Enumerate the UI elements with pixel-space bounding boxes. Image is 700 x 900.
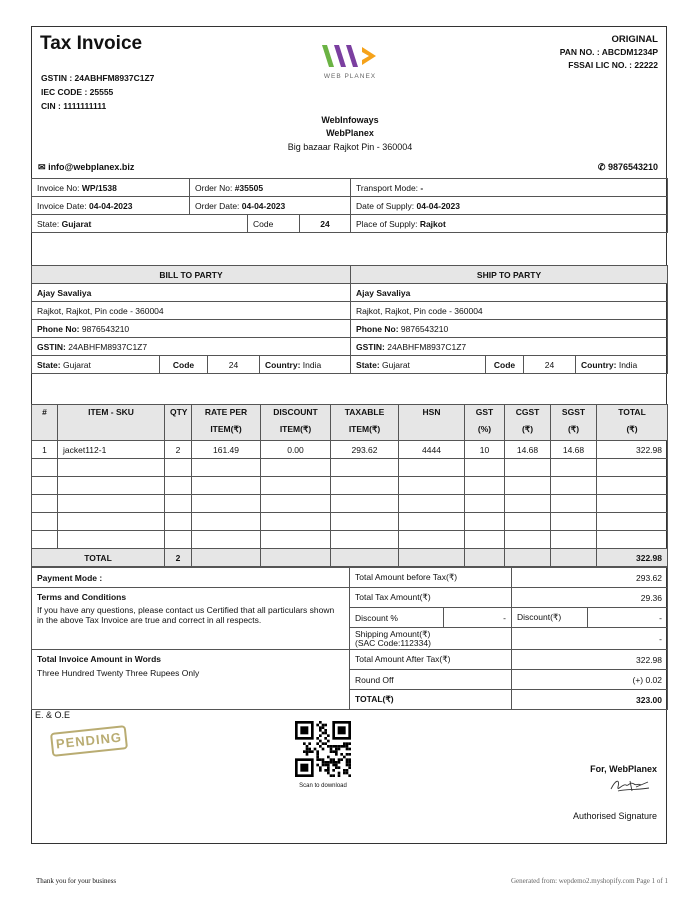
iec-code-text: IEC CODE : 25555	[41, 87, 114, 97]
table-cell	[551, 495, 597, 513]
amount-in-words: Three Hundred Twenty Three Rupees Only	[37, 668, 200, 678]
bill-phone: Phone No: 9876543210	[32, 320, 351, 338]
ship-name: Ajay Savaliya	[351, 284, 668, 302]
items-col-header: TAXABLE ITEM(₹)	[331, 405, 399, 441]
ship-country: Country: India	[576, 356, 668, 374]
place-of-supply-cell: Place of Supply: Rajkot	[351, 215, 668, 233]
table-cell	[505, 513, 551, 531]
items-total-qty: 2	[165, 549, 192, 567]
empty-table-row	[32, 477, 668, 495]
table-cell	[597, 513, 668, 531]
discount-amount-value: -	[588, 608, 668, 628]
table-row	[32, 441, 668, 459]
authorised-signature-label: Authorised Signature	[572, 811, 657, 821]
invoice-title: Tax Invoice	[40, 33, 143, 54]
table-cell	[261, 549, 331, 567]
items-col-header: HSN	[399, 405, 465, 441]
after-tax-value: 322.98	[512, 650, 668, 670]
table-cell	[32, 495, 58, 513]
ship-address: Rajkot, Rajkot, Pin code - 360004	[351, 302, 668, 320]
company-email[interactable]: ✉ info@webplanex.biz	[38, 162, 135, 172]
discount-percent-label: Discount %	[350, 608, 444, 628]
table-cell: 14.68	[505, 441, 551, 459]
table-cell	[597, 459, 668, 477]
table-cell	[331, 549, 399, 567]
table-cell	[551, 477, 597, 495]
footer-thank-you: Thank you for your business	[36, 877, 117, 885]
table-cell	[551, 531, 597, 549]
items-body	[32, 441, 668, 567]
table-cell	[331, 459, 399, 477]
terms-cell	[32, 588, 350, 650]
table-cell	[192, 513, 261, 531]
table-cell	[331, 531, 399, 549]
table-cell	[32, 459, 58, 477]
amount-in-words-cell	[32, 650, 350, 710]
ship-code-label: Code	[486, 356, 524, 374]
empty-table-row	[32, 459, 668, 477]
table-cell	[465, 495, 505, 513]
table-cell: 293.62	[331, 441, 399, 459]
table-cell	[331, 495, 399, 513]
table-cell	[597, 495, 668, 513]
table-cell	[399, 459, 465, 477]
eoe-text: E. & O.E	[35, 710, 71, 720]
table-cell	[58, 531, 165, 549]
grand-total-label: TOTAL(₹)	[350, 690, 512, 710]
table-cell	[261, 495, 331, 513]
tax-amount-value: 29.36	[512, 588, 668, 608]
bill-address: Rajkot, Rajkot, Pin code - 360004	[32, 302, 351, 320]
table-cell	[58, 459, 165, 477]
bill-code-label: Code	[160, 356, 208, 374]
table-cell	[505, 549, 551, 567]
bill-name: Ajay Savaliya	[32, 284, 351, 302]
table-cell	[32, 477, 58, 495]
company-name-line2: WebPlanex	[326, 128, 374, 138]
table-cell: 322.98	[597, 441, 668, 459]
table-cell	[165, 477, 192, 495]
table-cell	[399, 495, 465, 513]
terms-text-line2: in the above Tax Invoice are true and correct in all respects.	[37, 615, 262, 625]
items-header-row	[32, 405, 668, 441]
supply-date-cell: Date of Supply: 04-04-2023	[351, 197, 668, 215]
state-cell: State: Gujarat	[32, 215, 248, 233]
qr-code[interactable]	[295, 721, 351, 777]
gstin-text: GSTIN : 24ABHFM8937C1Z7	[41, 73, 155, 83]
table-cell	[165, 531, 192, 549]
company-phone: ✆ 9876543210	[597, 162, 658, 172]
empty-table-row	[32, 531, 668, 549]
table-cell: jacket112-1	[58, 441, 165, 459]
svg-text:WEB PLANEX: WEB PLANEX	[323, 73, 377, 80]
table-cell	[551, 513, 597, 531]
table-cell	[505, 495, 551, 513]
ship-code-value: 24	[524, 356, 576, 374]
fssai-number: FSSAI LIC NO. : 22222	[568, 60, 658, 70]
before-tax-value: 293.62	[512, 568, 668, 588]
ship-to-heading: SHIP TO PARTY	[351, 266, 668, 284]
table-cell	[192, 477, 261, 495]
table-cell: 4444	[399, 441, 465, 459]
ship-state: State: Gujarat	[351, 356, 486, 374]
table-cell: 161.49	[192, 441, 261, 459]
table-cell	[505, 477, 551, 495]
pending-stamp: PENDING	[50, 725, 128, 757]
items-col-header: SGST (₹)	[551, 405, 597, 441]
footer-generated: Generated from: wepdemo2.myshopify.com Page 1 of 1	[510, 877, 668, 885]
tax-amount-label: Total Tax Amount(₹)	[350, 588, 512, 608]
code-label-cell: Code	[248, 215, 300, 233]
order-date-cell: Order Date: 04-04-2023	[190, 197, 351, 215]
table-cell	[551, 459, 597, 477]
envelope-icon: ✉	[38, 162, 46, 172]
table-cell	[165, 513, 192, 531]
table-cell	[32, 531, 58, 549]
ship-gstin: GSTIN: 24ABHFM8937C1Z7	[351, 338, 668, 356]
table-cell	[32, 513, 58, 531]
scan-to-download-text: Scan to download	[299, 783, 347, 789]
table-cell: 2	[165, 441, 192, 459]
table-cell	[331, 513, 399, 531]
order-number-cell: Order No: #35505	[190, 179, 351, 197]
table-cell: 1	[32, 441, 58, 459]
terms-title: Terms and Conditions	[37, 592, 127, 602]
table-cell	[165, 495, 192, 513]
table-cell	[192, 531, 261, 549]
after-tax-label: Total Amount After Tax(₹)	[350, 650, 512, 670]
table-cell	[331, 477, 399, 495]
table-cell	[597, 477, 668, 495]
signature-image	[608, 777, 652, 797]
shipping-label: Shipping Amount(₹) (SAC Code:112334)	[350, 628, 512, 650]
items-col-header: GST (%)	[465, 405, 505, 441]
table-cell	[399, 531, 465, 549]
bill-country: Country: India	[260, 356, 351, 374]
bill-gstin: GSTIN: 24ABHFM8937C1Z7	[32, 338, 351, 356]
items-col-header: DISCOUNT ITEM(₹)	[261, 405, 331, 441]
shipping-value: -	[512, 628, 668, 650]
phone-icon: ✆	[597, 162, 606, 172]
invoice-date-cell: Invoice Date: 04-04-2023	[32, 197, 190, 215]
invoice-number-cell: Invoice No: WP/1538	[32, 179, 190, 197]
payment-mode-cell: Payment Mode :	[32, 568, 350, 588]
round-off-label: Round Off	[350, 670, 512, 690]
table-cell: 14.68	[551, 441, 597, 459]
table-cell	[465, 531, 505, 549]
table-cell	[399, 549, 465, 567]
table-cell	[399, 513, 465, 531]
company-name-line1: WebInfoways	[321, 115, 379, 125]
table-cell	[465, 513, 505, 531]
table-cell	[261, 531, 331, 549]
table-cell	[192, 495, 261, 513]
round-off-value: (+) 0.02	[512, 670, 668, 690]
table-cell	[399, 477, 465, 495]
table-cell	[551, 549, 597, 567]
empty-table-row	[32, 495, 668, 513]
for-company-text: For, WebPlanex	[590, 764, 657, 774]
items-total-amount: 322.98	[597, 549, 668, 567]
items-total-label: TOTAL	[32, 549, 165, 567]
table-cell	[261, 477, 331, 495]
summary-section	[31, 567, 667, 710]
items-total-row	[32, 549, 668, 567]
ship-phone: Phone No: 9876543210	[351, 320, 668, 338]
table-cell	[58, 513, 165, 531]
table-cell	[465, 477, 505, 495]
invoice-page	[31, 26, 667, 844]
table-cell: 0.00	[261, 441, 331, 459]
transport-mode-cell: Transport Mode: -	[351, 179, 668, 197]
bill-code-value: 24	[208, 356, 260, 374]
discount-percent-value: -	[444, 608, 512, 628]
items-col-header: ITEM - SKU	[58, 405, 165, 441]
invoice-meta-table	[31, 178, 667, 233]
words-title: Total Invoice Amount in Words	[37, 654, 162, 664]
copy-type-label: ORIGINAL	[611, 34, 658, 45]
pan-number: PAN NO. : ABCDM1234P	[559, 47, 658, 57]
bill-to-heading: BILL TO PARTY	[32, 266, 351, 284]
items-col-header: RATE PER ITEM(₹)	[192, 405, 261, 441]
table-cell	[192, 459, 261, 477]
terms-text-line1: If you have any questions, please contact us Certified that all particulars shown	[37, 605, 335, 615]
table-cell	[505, 459, 551, 477]
table-cell	[261, 459, 331, 477]
table-cell	[597, 531, 668, 549]
discount-amount-label: Discount(₹)	[512, 608, 588, 628]
items-col-header: TOTAL (₹)	[597, 405, 668, 441]
items-col-header: #	[32, 405, 58, 441]
empty-table-row	[32, 513, 668, 531]
bill-state: State: Gujarat	[32, 356, 160, 374]
table-cell	[58, 495, 165, 513]
code-value-cell: 24	[300, 215, 351, 233]
table-cell: 10	[465, 441, 505, 459]
grand-total-value: 323.00	[512, 690, 668, 710]
cin-text: CIN : 1111111111	[41, 101, 107, 111]
items-col-header: QTY	[165, 405, 192, 441]
table-cell	[58, 477, 165, 495]
party-table	[31, 265, 667, 374]
table-cell	[261, 513, 331, 531]
items-table	[31, 404, 667, 567]
table-cell	[465, 459, 505, 477]
table-cell	[465, 549, 505, 567]
table-cell	[192, 549, 261, 567]
company-logo	[320, 41, 380, 81]
table-cell	[505, 531, 551, 549]
before-tax-label: Total Amount before Tax(₹)	[350, 568, 512, 588]
items-col-header: CGST (₹)	[505, 405, 551, 441]
table-cell	[165, 459, 192, 477]
company-address: Big bazaar Rajkot Pin - 360004	[287, 142, 413, 152]
